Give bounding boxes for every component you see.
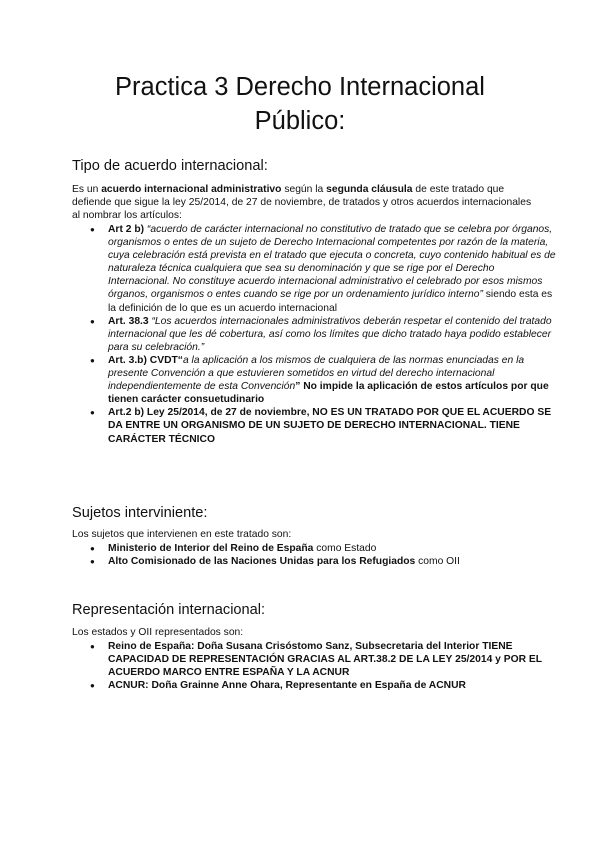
section3-intro: Los estados y OII representados son: — [72, 627, 244, 638]
list-item-acnur-sujeto: ● Alto Comisionado de las Naciones Unidas para los Refugiados como OII — [108, 555, 556, 568]
page-title — [0, 70, 600, 138]
list-item-ministerio-interior: ● Ministerio de Interior del Reino de España como Estado — [108, 542, 556, 555]
section-heading-tipo-acuerdo: Tipo de acuerdo internacional: — [72, 158, 268, 174]
list-item-art-2b: ● Art 2 b) “acuerdo de carácter internacional no constitutivo de tratado que se celebra por órganos, organismos o entes de un sujeto de Derecho Internacional competentes por razón de la materia, cuya celebración está prevista en el tratado que ejecuta o concreta, cuyo contenido habitual es de naturaleza técnica cualquiera que sea su denominación y que se rige por el Derecho Internacional. No constituye acuerdo internacional administrativo el celebrado por esos mismos órganos, organismos o entes cuando se rige por un ordenamiento jurídico interno” siendo esta es la definición de lo que es un acuerdo internacional — [108, 223, 556, 315]
list-item-acnur-representante: ● ACNUR: Doña Grainne Anne Ohara, Representante en España de ACNUR — [108, 679, 556, 692]
section1-intro: Es un acuerdo internacional administrativo según la segunda cláusula de este tratado que defiende que sigue la ley 25/2014, de 27 de noviembre, de tratados y otros acuerdos internacionales al nombrar los artículos: — [72, 184, 532, 222]
title-line-1: Practica 3 Derecho Internacional — [115, 73, 485, 101]
list-item-art-2b-ley: ● Art.2 b) Ley 25/2014, de 27 de noviembre, NO ES UN TRATADO POR QUE EL ACUERDO SE DA ENTRE UN ORGANISMO DE UN SUJETO DE DERECHO INTERNACIONAL. TIENE CARÁCTER TÉCNICO — [108, 406, 556, 445]
title-line-2: Público: — [254, 107, 346, 135]
section-heading-sujetos: Sujetos interviniente: — [72, 505, 208, 521]
section3-list — [72, 640, 556, 692]
list-item-reino-espana: ● Reino de España: Doña Susana Crisóstomo Sanz, Subsecretaria del Interior TIENE CAPACIDAD DE REPRESENTACIÓN GRACIAS AL ART.38.2 DE LA LEY 25/2014 y POR EL ACUERDO MARCO ENTRE ESPAÑA Y LA ACNUR — [108, 640, 556, 679]
list-item-art-3b-cvdt: ● Art. 3.b) CVDT“a la aplicación a los mismos de cualquiera de las normas enunciadas en la presente Convención a que estuvieren sometidos en virtud del derecho internacional independientemente de esta Convención” No impide la aplicación de estos artículos por que tienen carácter consuetudinario — [108, 354, 556, 406]
section2-list — [72, 542, 556, 568]
section2-intro: Los sujetos que intervienen en este tratado son: — [72, 529, 292, 540]
section-heading-representacion: Representación internacional: — [72, 602, 266, 618]
section1-list — [72, 223, 556, 446]
list-item-art-38-3: ● Art. 38.3 “Los acuerdos internacionales administrativos deberán respetar el contenido del tratado internacional que les dé cobertura, así como los límites que dicho tratado haya podido establecer para su celebración.” — [108, 315, 556, 354]
